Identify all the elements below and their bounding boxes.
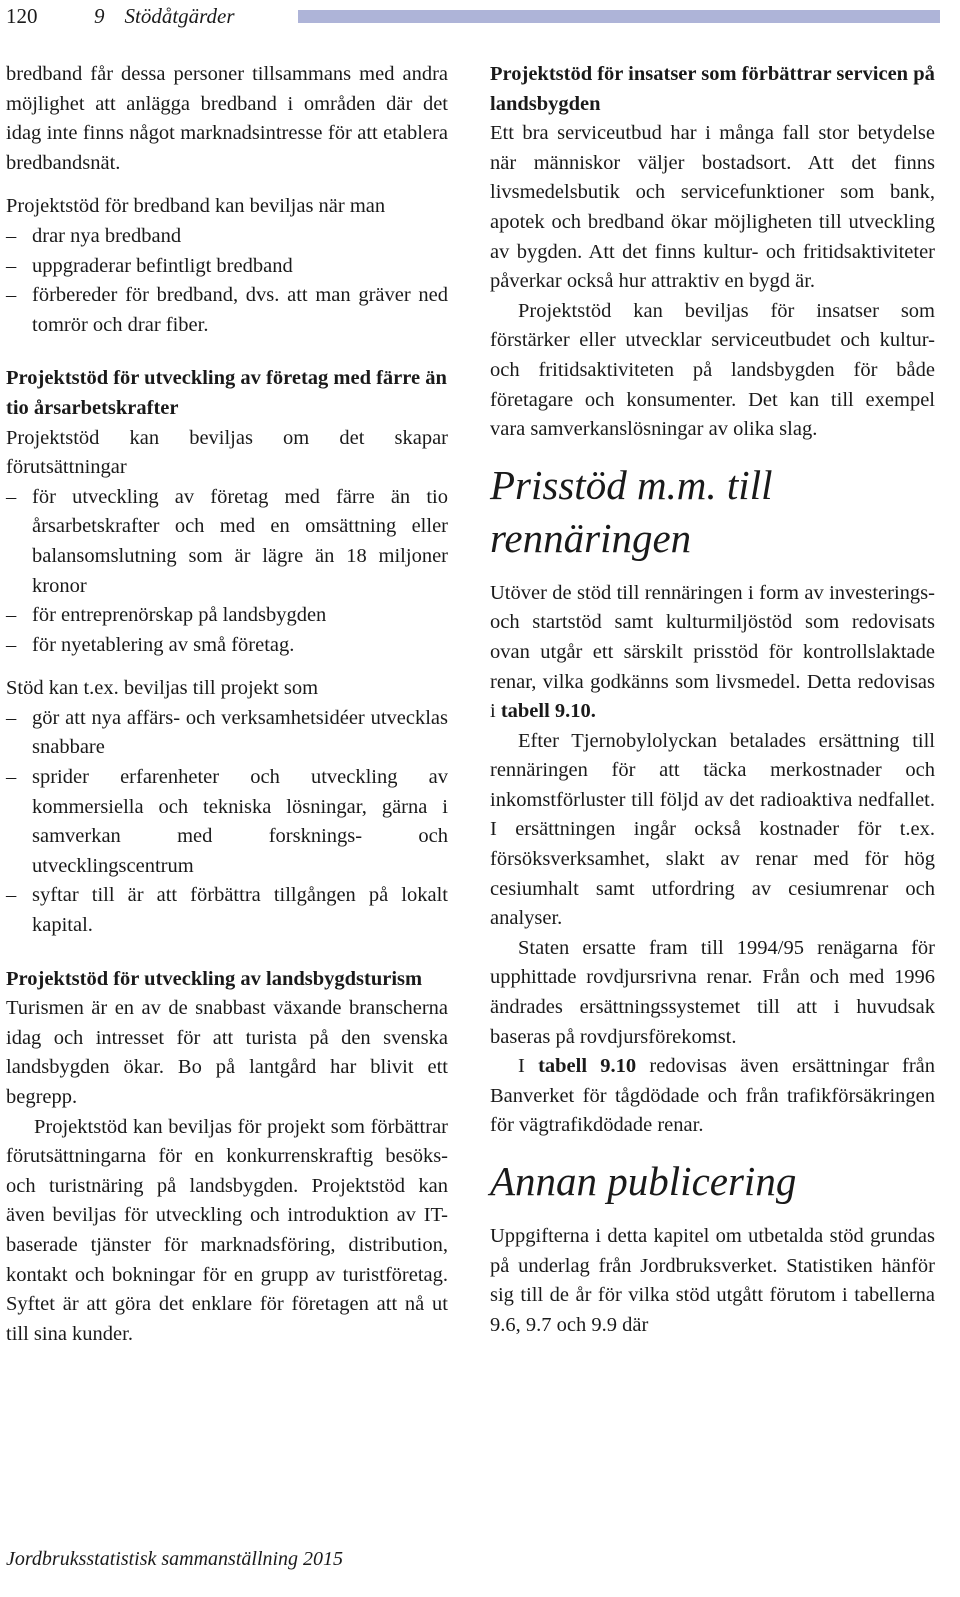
heading-small-business: Projektstöd för utveckling av företag med färre än tio årsarbetskrafter <box>6 367 447 419</box>
intro-paragraph: bredband får dessa personer tillsammans med andra möjlighet att anlägga bredband i områden där det idag inte finns något marknadsintresse för att etablera bredbandsnät. <box>6 63 448 174</box>
list-item: – för nyetablering av små företag. <box>6 631 448 661</box>
page-footer: Jordbruksstatistisk sammanställning 2015 <box>6 1548 344 1570</box>
price-paragraph-4: I tabell 9.10 redovisas även ersättningar från Banverket för tågdödade och från trafikförsäkringen för vägtrafikdödade renar. <box>490 1055 936 1137</box>
services-paragraph-1: Ett bra serviceutbud har i många fall stor betydelse när människor väljer bostadsort. Att det finns livsmedelsbutik och servicefunktioner som bank, apotek och bredband ökar möjligheten till utveckling av bygden. Att det finns kultur- och fritidsaktiviteter påverkar också hur attraktiv en bygd är. <box>490 122 935 293</box>
support-list <box>6 704 448 941</box>
price-paragraph-1: Utöver de stöd till rennäringen i form av investerings- och startstöd samt kulturmiljöstöd som redovisats ovan utgår ett särskilt prisstöd för kontrollslaktade renar, vilka godkänns som livsmedel. Detta redovisas i tabell 9.10. <box>490 581 935 723</box>
list-item: – uppgraderar befintligt bredband <box>6 252 448 282</box>
small-business-list <box>6 483 448 661</box>
support-lead: Stöd kan t.ex. beviljas till projekt som <box>6 677 319 700</box>
chapter-title: Stödåtgärder <box>124 4 235 28</box>
table-reference: tabell 9.10 <box>538 1055 637 1078</box>
broadband-list <box>6 222 448 340</box>
heading-price-support: Prisstöd m.m. till rennäringen <box>490 461 773 561</box>
left-column <box>6 60 448 1349</box>
list-item: – gör att nya affärs- och verksamhetsidéer utvecklas snabbare <box>6 704 448 763</box>
list-item: – för entreprenörskap på landsbygden <box>6 601 448 631</box>
list-item: – drar nya bredband <box>6 222 448 252</box>
tourism-paragraph-2: Projektstöd kan beviljas för projekt som förbättrar förutsättningarna för en konkurrenskraftig besöks- och turistnäring på landsbygden. Projektstöd kan även beviljas för utveckling och introduktion av IT-baserade tjänster för marknadsföring, distribution, kontakt och bokningar för en grupp av turistföretag. Syftet är att göra det enklare för företagen att nå ut till sina kunder. <box>6 1115 448 1345</box>
price-paragraph-3: Staten ersatte fram till 1994/95 renägarna för upphittade rovdjursrivna renar. Från och med 1996 ändrades ersättningssystemet till att i huvudsak baseras på rovdjursförekomst. <box>490 936 935 1048</box>
list-item: – förbereder för bredband, dvs. att man gräver ned tomrör och drar fiber. <box>6 281 448 340</box>
heading-tourism: Projektstöd för utveckling av landsbygdsturism <box>6 967 423 990</box>
heading-publication: Annan publicering <box>490 1158 797 1204</box>
list-item: – syftar till är att förbättra tillgången på lokalt kapital. <box>6 881 448 940</box>
broadband-lead: Projektstöd för bredband kan beviljas när man <box>6 195 386 218</box>
publication-paragraph: Uppgifterna i detta kapitel om utbetalda stöd grundas på underlag från Jordbruksverket. Statistiken hänför sig till de år för vilka stöd utgått förutom i tabellerna 9.6, 9.7 och 9.9 där <box>490 1225 935 1336</box>
chapter-number: 9 <box>94 4 105 28</box>
page-header <box>0 0 960 34</box>
small-business-lead: Projektstöd kan beviljas om det skapar förutsättningar <box>6 426 448 479</box>
table-reference: tabell 9.10. <box>500 700 596 723</box>
header-accent-bar <box>298 10 940 23</box>
tourism-paragraph-1: Turismen är en av de snabbast växande branscherna idag och intresset för att turista på den svenska landsbygden ökar. Bo på lantgård har blivit ett begrepp. <box>6 997 448 1108</box>
price-paragraph-2: Efter Tjernobylolyckan betalades ersättning till rennäringen för att täcka merkostnader och inkomstförluster till följd av det radioaktiva nedfallet. I ersättningen ingår också kostnader för t.ex. försöksverksamhet, slakt av renar med för hög cesiumhalt samt utfordring av cesiumrenar och analyser. <box>490 729 935 930</box>
page-number: 120 <box>6 4 38 28</box>
services-paragraph-2: Projektstöd kan beviljas för insatser som förstärker eller utvecklar serviceutbudet och kultur- och fritidsaktiviteten på landsbygden för både företagare och konsumenter. Det kan till exempel vara samverkanslösningar av olika slag. <box>490 299 935 441</box>
list-item: – för utveckling av företag med färre än tio årsarbetskrafter och med en omsättning eller balansomslutning som är lägre än 18 miljoner kronor <box>6 483 448 601</box>
right-column <box>490 60 935 1340</box>
heading-services: Projektstöd för insatser som förbättrar servicen på landsbygden <box>490 63 935 115</box>
chapter-heading <box>94 4 235 29</box>
list-item: – sprider erfarenheter och utveckling av kommersiella och tekniska lösningar, gärna i samverkan med forsknings- och utvecklingscentrum <box>6 763 448 881</box>
